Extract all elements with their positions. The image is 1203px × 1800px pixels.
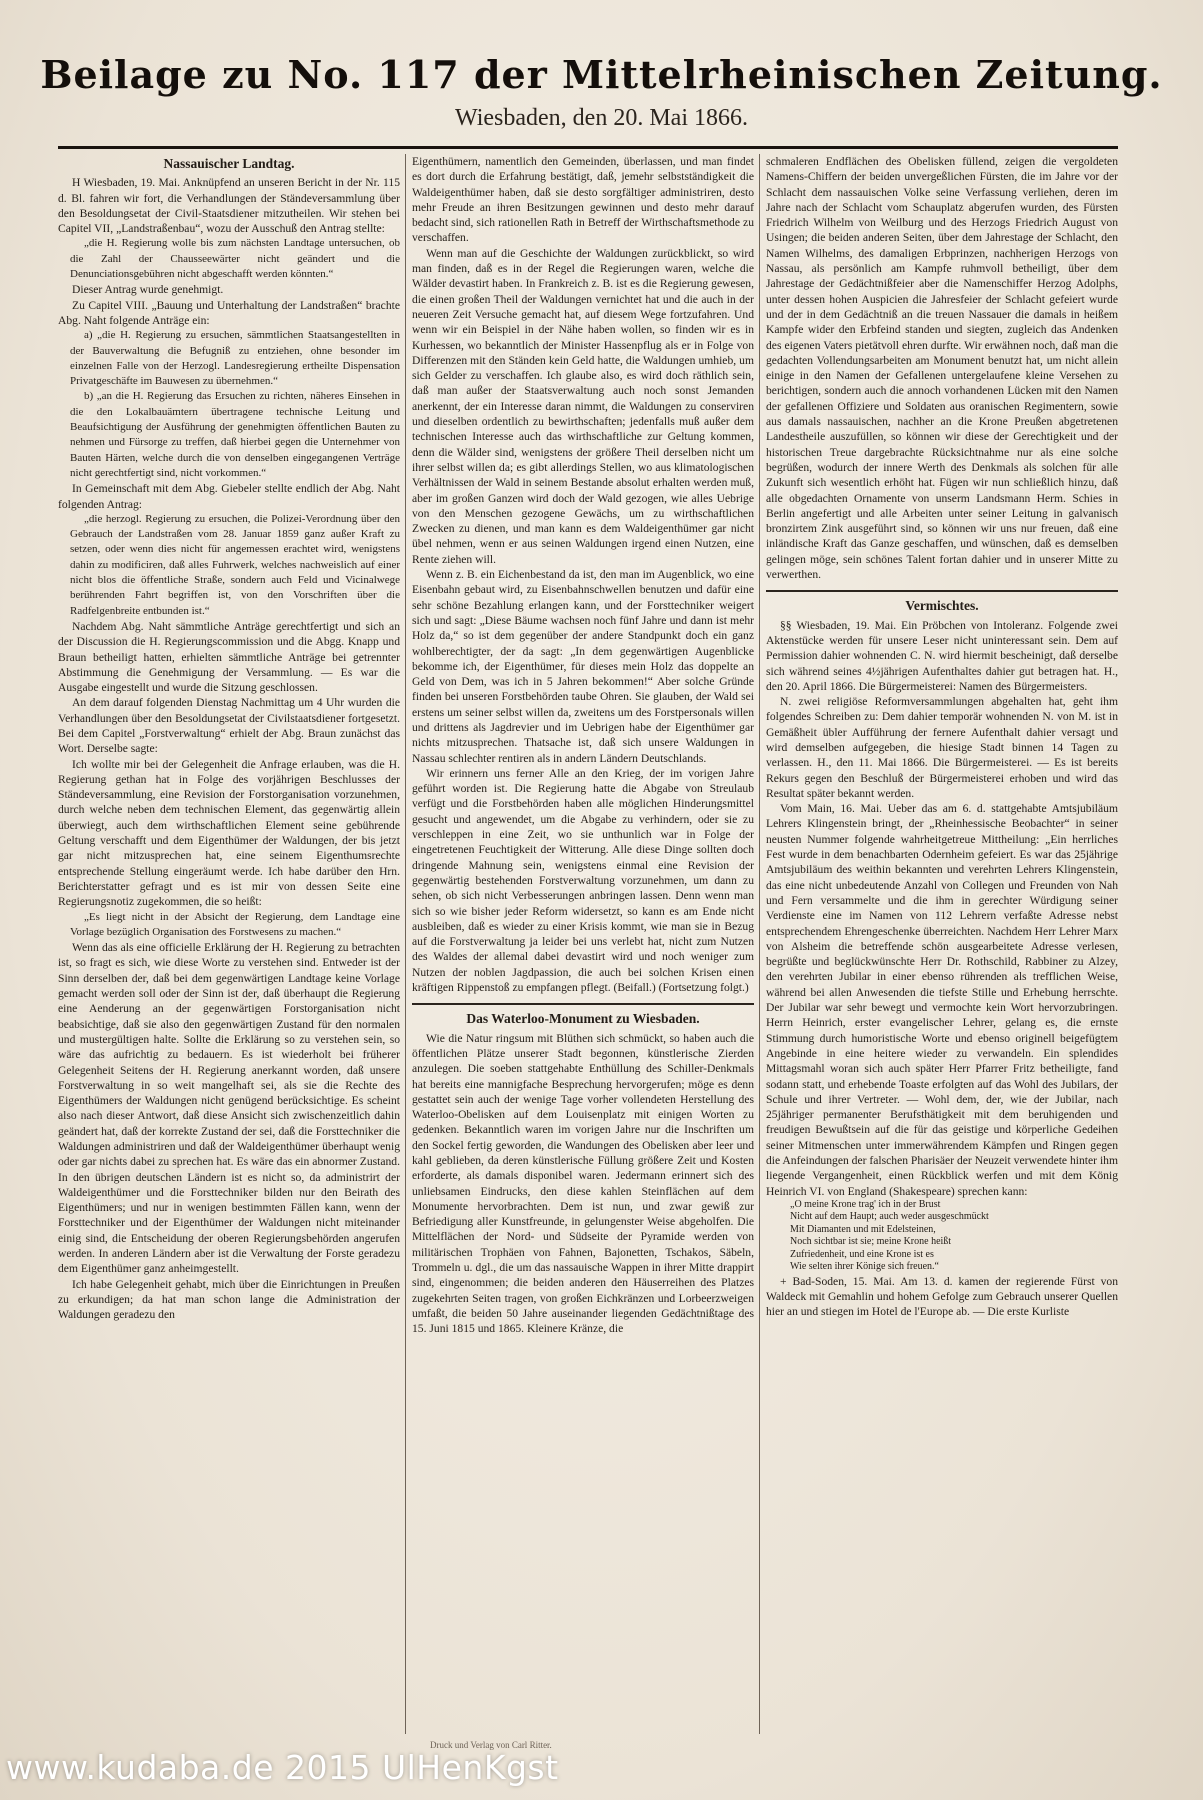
column-rule — [405, 154, 406, 1734]
paragraph: Vom Main, 16. Mai. Ueber das am 6. d. stattgehabte Amtsjubiläum Lehrers Klingenstein bringt, der „Rheinhessische Beobachter“ in seiner neusten Nummer folgende wahrheitgetreue Mittheilung: „Ein herrliches Fest wurde in dem benachbarten Odernheim gefeiert. Es war das 25jährige Amtsjubiläum des weithin bekannten und verehrten Lehrers Klingenstein, das eine nicht unbedeutende Anzahl von Collegen und Freunden von Nah und Fern versammelte und die ihm in gerechter Würdigung seiner Verdienste eine im Namen von 112 Lehrern verfaßte Adresse nebst entsprechendem Ehrengeschenke überreichten. Nachdem Herr Lehrer Marx von Alsheim die betreffende schön ausgearbeitete Adresse verlesen, begrüßte und beglückwünschte Herr Dr. Rothschild, Rabbiner zu Alzey, den verehrten Jubilar in einer ebenso rührenden als trefflichen Weise, während bei allen Anwesenden die tiefste Stille und Erhebung herrschte. Der Jubilar war sehr bewegt und vermochte kein Wort hervorzubringen. Herrn Heinrich, erster evangelischer Lehrer, gelang es, die ernste Stimmung durch humoristische Worte und ebenso originell beigefügtem Angebinde in eine heitere wieder zu verwandeln. Ein splendides Mittagsmahl woran sich auch später Herr Pfarrer Fritz betheiligte, fand sodann statt, und erhebende Toaste erfolgten auf das Wohl des Jubilars, der Schule und ihrer Vertreter. — Wohl dem, der, wie der Jubilar, nach 25jähriger permanenter Berufsthätigkeit mit dem beruhigenden und freudigen Bewußtsein auf die für das geistige und körperliche Gedeihen seiner Mitmenschen unter immerwährendem Kämpfen und Ringen gegen die Anfeindungen der falschen Pharisäer der Neuzeit verwendete hinter ihm liegende Vergangenheit, einen Rückblick werfen und mit dem König Heinrich VI. von England (Shakespeare) sprechen kann: — [766, 802, 1118, 1198]
poem-line: Mit Diamanten und mit Edelsteinen, — [790, 1223, 936, 1235]
column-rule — [759, 154, 760, 1734]
poem-line: „O meine Krone trag' ich in der Brust — [790, 1198, 941, 1210]
poem-line: Zufriedenheit, und eine Krone ist es — [790, 1248, 934, 1260]
paragraph: schmaleren Endflächen des Obelisken füllend, zeigen die vergoldeten Namens-Chiffern der beiden unvergeßlichen Fürsten, die im Jahre vor der Schlacht dem nassauischen Volke seine Verfassung verliehen, deren im Jahre nach der Schlacht vom Schauplatz abgerufen wurden, des Fürsten Friedrich Wilhelm von Weilburg und des Herzogs Friedrich August von Usingen; die beiden anderen Seiten, über dem Jahrestage der Schlacht, den Namen Wilhelms, des damaligen Erbprinzen, nachherigen Herzogs von Nassau, als persönlich am Kampfe ruhmvoll betheiligt, über dem Jahrestage der Gedächtnißfeier aber die Namenschiffer Herzog Adolphs, unter dessen hohen Auspicien die Jahresfeier der Schlacht gefeiert wurde und der in dem Gedächtniß an die treuen Nassauer die damals in heißem Kampfe wider den Erbfeind standen und siegten, zugleich das Andenken des eigenen Vaters pietätvoll ehren durfte. Wir erwähnen noch, daß man die gedachten Vollendungsarbeiten am Monument benutzt hat, um nicht allein einige in den Namen der Gefallenen untergelaufene kleine Versehen zu berichtigen, sondern auch die annoch vorhandenen Lücken mit den Namen der gefallenen Offiziere und Soldaten aus oranischen Regimentern, sowie aus damals nassauischen, nachher an die Krone Preußen abgetretenen Landestheile auszufüllen, so können wir diese der Gerechtigkeit und der historischen Treue dargebrachte Rücksichtnahme nur als eine solche begrüßen, wodurch der innere Werth des Denkmals als solchen für alle Zukunft sich wesentlich erhöht hat. Fügen wir nun schließlich hinzu, daß alle obgedachten Ornamente von unserm Landsmann Herm. Schies in Berlin angefertigt und alle Arbeiten unter seiner Leitung in galvanisch bronzirtem Zink ausgeführt sind, so können wir uns nur freuen, daß eine inländische Kraft das Ganze geschaffen, und wünschen, daß es demselben gelingen möge, sein schönes Talent fortan dahier und in unserer Mitte zu verwerthen. — [766, 155, 1118, 582]
paragraph: Wenn das als eine officielle Erklärung der H. Regierung zu betrachten ist, so fragt es sich, wie diese Worte zu verstehen sind. Entweder ist der Sinn derselben der, daß bei dem gegenwärtigen Landtage keine Vorlage gemacht werden soll oder der Sinn ist der, daß überhaupt die Regierung eine Aenderung an der gegenwärtigen Forstorganisation nicht beabsichtige, daß sie also den gegenwärtigen Zustand für den normalen und mustergültigen halte. Sollte die Erklärung so zu verstehen sein, so wäre das aufrichtig zu bedauern. Es ist wiederholt bei früherer Gelegenheit Seitens der H. Regierung anerkannt worden, daß unsere Forstverwaltung in so weit mangelhaft sei, als sie die Rechte des Eigenthümers der Waldungen nicht genügend berücksichtige. Es scheint also nach dieser Antwort, daß diese Ansicht sich zwischenzeitlich dahin geändert hat, daß der korrekte Zustand der sei, daß die Forsttechniker die Waldungen administriren und daß der Waldeigenthümer überhaupt wenig oder gar nichts dabei zu sprechen hat. Es wäre das ein abnormer Zustand. In den übrigen deutschen Ländern ist es nicht so, da administrirt der Waldeigenthümer und die Forsttechniker bilden nur den Beirath des Eigenthümers; und nur in wenigen bestimmten Fällen kann, wenn der Forsttechniker und der Eigenthümer der Waldungen nicht miteinander einig sind, die Entscheidung der oberen Regierungsbehörden angerufen werden. In anderen Ländern aber ist die Verwaltung der Forste geradezu dem Eigenthümer ganz anheimgestellt. — [58, 941, 400, 1276]
paragraph: Ich habe Gelegenheit gehabt, mich über die Einrichtungen in Preußen zu erkundigen; da hat man schon lange die Administration der Waldungen geradezu den — [58, 1277, 400, 1322]
watermark: www.kudaba.de 2015 UlHenKgst — [6, 1748, 559, 1787]
paragraph: §§ Wiesbaden, 19. Mai. Ein Pröbchen von Intoleranz. Folgende zwei Aktenstücke werden für unsere Leser nicht uninteressant sein. Dem auf Permission dahier wohnenden C. N. wird hiermit bescheinigt, daß derselbe sich während seines 4½jährigen Aufenthaltes dahier gut betragen hat. H., den 20. April 1866. Die Bürgermeisterei: Namen des Bürgermeisters. — [766, 618, 1118, 693]
poem-line: Wie selten ihrer Könige sich freuen.“ — [790, 1261, 939, 1273]
masthead-title: Beilage zu No. 117 der Mittelrheinischen Zeitung. — [40, 52, 1163, 97]
paragraph: Wenn man auf die Geschichte der Waldungen zurückblickt, so wird man finden, daß es in der Regel die Regierungen waren, welche die Wälder devastirt haben. In Frankreich z. B. ist es die Regierung gewesen, die einen großen Theil der Waldungen vernichtet hat und die auch in der neueren Zeit Versuche gemacht hat, auf diesem Wege fortzufahren. Und wenn wir ein Beispiel in der Nähe haben wollen, so finden wir es in Kurhessen, wo bekanntlich der Minister Hassenpflug als er in Folge von Differenzen mit den Ständen kein Geld hatte, die Waldungen umhieb, um sich Gelder zu verschaffen. Ich glaube also, es wird doch räthlich sein, daß man außer der Staatsverwaltung auch noch sonst Jemanden anerkennt, der ein Interesse daran nimmt, die Waldungen zu conserviren und dieselben ordentlich zu bewirthschaften; jedenfalls muß außer dem technischen Interesse auch das wirthschaftliche zur Geltung kommen, denn die Wälder sind, wenigstens der größere Theil derselben nicht um ihrer selbst willen da; es gibt allerdings Stellen, wo aus klimatologischen Verhältnissen der Wald in seinem Bestande absolut erhalten werden muß, aber im großen Ganzen wird doch der Wald gezogen, wie alles Uebrige von den Menschen gezogene Gewächs, um zu wirthschaftlichen Zwecken zu dienen, und man kann es dem Waldeigenthümer gar nicht übel nehmen, wenn er aus seinen Waldungen irgend einen Nutzen, eine Rente ziehen will. — [412, 246, 754, 566]
masthead — [0, 52, 1203, 132]
paragraph: In Gemeinschaft mit dem Abg. Giebeler stellte endlich der Abg. Naht folgenden Antrag: — [58, 482, 400, 511]
paragraph: Wenn z. B. ein Eichenbestand da ist, den man im Augenblick, wo eine Eisenbahn gebaut wird, zu Eisenbahnschwellen benutzen und dafür eine sehr schöne Bezahlung erlangen kann, und der Forsttechniker weigert sich und sagt: „Diese Bäume wachsen noch fünf Jahre und dann ist mehr Holz da,“ so ist dem gegenüber der andere Standpunkt doch ein ganz wohlberechtigter, der da sagt: „In dem gegenwärtigen Augenblicke bekomme ich, der Eigenthümer, für dieses mein Holz das doppelte an Geld von Dem, was ich in 5 Jahren bekommen!“ Aber solche Gründe finden bei unseren Forstbehörden taube Ohren. Sie glauben, der Wald sei erstens um seiner selbst willen da, zweitens um des Forstpersonals willen und drittens als Jagdrevier und im Uebrigen habe der Eigenthümer gar nichts mitzusprechen. Thatsache ist, daß sich unsere Waldungen in Nassau schlechter rentiren als in andern Ländern Deutschlands. — [412, 568, 754, 765]
column-2 — [412, 154, 754, 1734]
poem-line: Noch sichtbar ist sie; meine Krone heißt — [790, 1236, 952, 1248]
masthead-rule — [58, 146, 1118, 149]
paragraph: An dem darauf folgenden Dienstag Nachmittag um 4 Uhr wurden die Verhandlungen über den Besoldungsetat der Civilstaatsdiener fortgesetzt. Bei dem Capitel „Forstverwaltung“ erhielt der Abg. Braun zunächst das Wort. Derselbe sagte: — [58, 696, 400, 756]
masthead-date: Wiesbaden, den 20. Mai 1866. — [455, 105, 748, 131]
paragraph: N. zwei religiöse Reformversammlungen abgehalten hat, geht ihm folgendes Schreiben zu: Dem dahier temporär wohnenden N. von M. ist in Gemäßheit übler Aufführung der fernere Aufenthalt dahier versagt und wird demselben aufgegeben, die hiesige Stadt binnen 14 Tagen zu verlassen. H., den 11. Mai 1866. Die Bürgermeisterei. — Es ist bereits Rekurs gegen den Beschluß der Bürgermeisterei erhoben und wird das Resultat später bekannt werden. — [766, 695, 1118, 800]
column-1 — [58, 154, 400, 1734]
quote: „Es liegt nicht in der Absicht der Regierung, dem Landtage eine Vorlage bezüglich Organisation des Forstwesens zu machen.“ — [70, 910, 400, 938]
poem — [766, 1199, 1118, 1274]
paragraph: Eigenthümern, namentlich den Gemeinden, überlassen, und man findet es dort durch die Erfahrung bestätigt, daß, jemehr selbstständigkeit die Waldeigenthümer haben, daß sie desto sorgfältiger administriren, desto mehr Freude an ihren Besitzungen gewinnen und desto mehr darauf bedacht sind, sich rationellen Rath in Betreff der Wirthschaftsmethode zu verschaffen. — [412, 155, 754, 245]
printer-footer: Druck und Verlag von Carl Ritter. — [430, 1740, 552, 1750]
paragraph: + Bad-Soden, 15. Mai. Am 13. d. kamen der regierende Fürst von Waldeck mit Gemahlin und hohem Gefolge zum Gebrauch unserer Quellen hier an und stiegen im Hotel de l'Europe ab. — Die erste Kurliste — [766, 1274, 1118, 1319]
paragraph: Wir erinnern uns ferner Alle an den Krieg, der im vorigen Jahre geführt worden ist. Die Regierung hatte die Abgabe von Streulaub verfügt und die Forstbehörden haben alle möglichen Hinderungsmittel gesucht und angewendet, um die Abgabe zu verhindern, oder sie zu verschleppen in eine Zeit, wo sie unthunlich war in Folge der eingetretenen Feuchtigkeit der Witterung. Alle diese Dinge sollten doch dringende Mahnung sein, wenigstens einmal eine Revision der gegenwärtig bestehenden Forstverwaltung vorzunehmen, um dann zu sehen, ob sich nicht Verbesserungen anbringen lassen. Denn wenn man sich so wie bisher jeder Reform widersetzt, so kann es am Ende nicht ausbleiben, daß es wieder zu einer Krisis kommt, wie man sie in Bezug auf die Forstverwaltung ja leider bei uns verlebt hat, nicht zum Nutzen des Waldes der allemal dabei devastirt wird und noch weniger zum Nutzen der noblen Jagdpassion, die auch bei solchen Krisen einen kräftigen Rippenstoß zu empfangen pflegt. (Beifall.) (Fortsetzung folgt.) — [412, 766, 754, 995]
paragraph: Nachdem Abg. Naht sämmtliche Anträge gerechtfertigt und sich an der Discussion die H. Regierungscommission und die Abgg. Knapp und Braun betheiligt hatten, erhielten sämmtliche Anträge bei getrennter Abstimmung die Genehmigung der Versammlung. — Es war die Ausgabe eingestellt und wurde die Sitzung geschlossen. — [58, 619, 400, 695]
quote: b) „an die H. Regierung das Ersuchen zu richten, näheres Einsehen in die den Lokalbauämtern übertragene technische Leitung und Beaufsichtigung der Ausführung der genehmigten öffentlichen Bauten zu nehmen und Fürsorge zu treffen, daß hierbei gegen die Unternehmer von Bauten Härten, welche durch die von denselben eingegangenen Verträge nicht gerechtfertigt sind, nicht vorkommen.“ — [70, 390, 400, 479]
paragraph: Dieser Antrag wurde genehmigt. — [72, 283, 224, 297]
column-3 — [766, 154, 1118, 1734]
quote: „die H. Regierung wolle bis zum nächsten Landtage untersuchen, ob die Zahl der Chausseewärter nicht geändert und die Denunciationsgebühren nicht abgeschafft werden könnten.“ — [70, 237, 400, 281]
paragraph: Ich wollte mir bei der Gelegenheit die Anfrage erlauben, was die H. Regierung gethan hat in Folge des vorjährigen Beschlusses der Ständeversammlung, eine Revision der Forstorganisation vorzunehmen, durch welche neben dem technischen Element, das gegenwärtig allein überwiegt, auch dem wirthschaftlichen Element seine gebührende Geltung verschafft und dem Eigenthümer der Waldungen, der bis jetzt gar nicht mitzusprechen hat, eine seinem Eigenthumsrechte entsprechende Stellung eingeräumt werde. Ich habe darüber den Hrn. Berichterstatter gefragt und es ist mir von dessen Seite eine Regierungsnotiz zugekommen, die so heißt: — [58, 757, 400, 909]
paragraph: Wie die Natur ringsum mit Blüthen sich schmückt, so haben auch die öffentlichen Plätze unserer Stadt begonnen, künstlerische Zierden anzulegen. Die soeben stattgehabte Enthüllung des Schiller-Denkmals hat bereits eine mannigfache Besprechung hervorgerufen; möge es denn gestattet sein auch der wenige Tage vorher vollendeten Herstellung des Waterloo-Obelisken auf dem Louisenplatz mit einigen Worten zu gedenken. Bekanntlich waren im vorigen Jahre nur die Inschriften um den Sockel fertig geworden, die Wandungen des Obelisken aber leer und kahl geblieben, da deren künstlerische Füllung größere Zeit und Kosten erforderte, als damals disponibel waren. Jedermann erinnert sich des unliebsamen Eindrucks, den diese kahlen Steinflächen auf dem Monumente hervorbrachten. Dem ist nun, und zwar gewiß zur Befriedigung aller Kunstfreunde, in gelungenster Weise abgeholfen. Die Mittelflächen der Nord- und Südseite der Pyramide werden von militärischen Trophäen von Fahnen, Bajonetten, Tschakos, Säbeln, Trommeln u. dgl., die um das nassauische Wappen in ihrer Mitte drappirt sind, eingenommen; die beiden anderen den Häuserreihen des Platzes zugekehrten Seiten tragen, von großen Eichkränzen und Lorbeerzweigen umfaßt, die beiden 50 Jahre auseinander liegenden Gedächtnißtage des 15. Juni 1815 und 1865. Kleinere Kränze, die — [412, 1031, 754, 1336]
section-heading-vermischtes: Vermischtes. — [766, 590, 1118, 613]
section-heading-waterloo: Das Waterloo-Monument zu Wiesbaden. — [412, 1003, 754, 1026]
paragraph: H Wiesbaden, 19. Mai. Anknüpfend an unseren Bericht in der Nr. 115 d. Bl. fahren wir fort, die Verhandlungen der Ständeversammlung über den Besoldungsetat der Civil-Staatsdiener mitzutheilen. Wir stehen bei Capitel VII, „Landstraßenbau“, wozu der Ausschuß den Antrag stellte: — [58, 176, 400, 236]
paragraph: Zu Capitel VIII. „Bauung und Unterhaltung der Landstraßen“ brachte Abg. Naht folgende Anträge ein: — [58, 298, 400, 327]
article-columns — [58, 154, 1118, 1734]
section-heading-landtag: Nassauischer Landtag. — [163, 156, 295, 171]
quote: „die herzogl. Regierung zu ersuchen, die Polizei-Verordnung über den Gebrauch der Landstraßen vom 28. Januar 1859 ganz außer Kraft zu setzen, oder wenn dies nicht für angemessen erachtet wird, wenigstens dahin zu modificiren, daß alles Fuhrwerk, welches nachweislich auf einer nicht blos die öffentliche Straße, sondern auch Feld und Vicinalwege berührenden Fahrt begriffen ist, von den Vorschriften über die Radfelgenbreite entbunden ist.“ — [70, 512, 400, 617]
poem-line: Nicht auf dem Haupt; auch weder ausgeschmückt — [790, 1211, 989, 1223]
quote: a) „die H. Regierung zu ersuchen, sämmtlichen Staatsangestellten in der Bauverwaltung die Befugniß zu entziehen, ohne besonder im einzelnen Falle von der Herzogl. Landesregierung ertheilte Dispensation Privatgeschäfte im Bauwesen zu übernehmen.“ — [70, 329, 400, 388]
